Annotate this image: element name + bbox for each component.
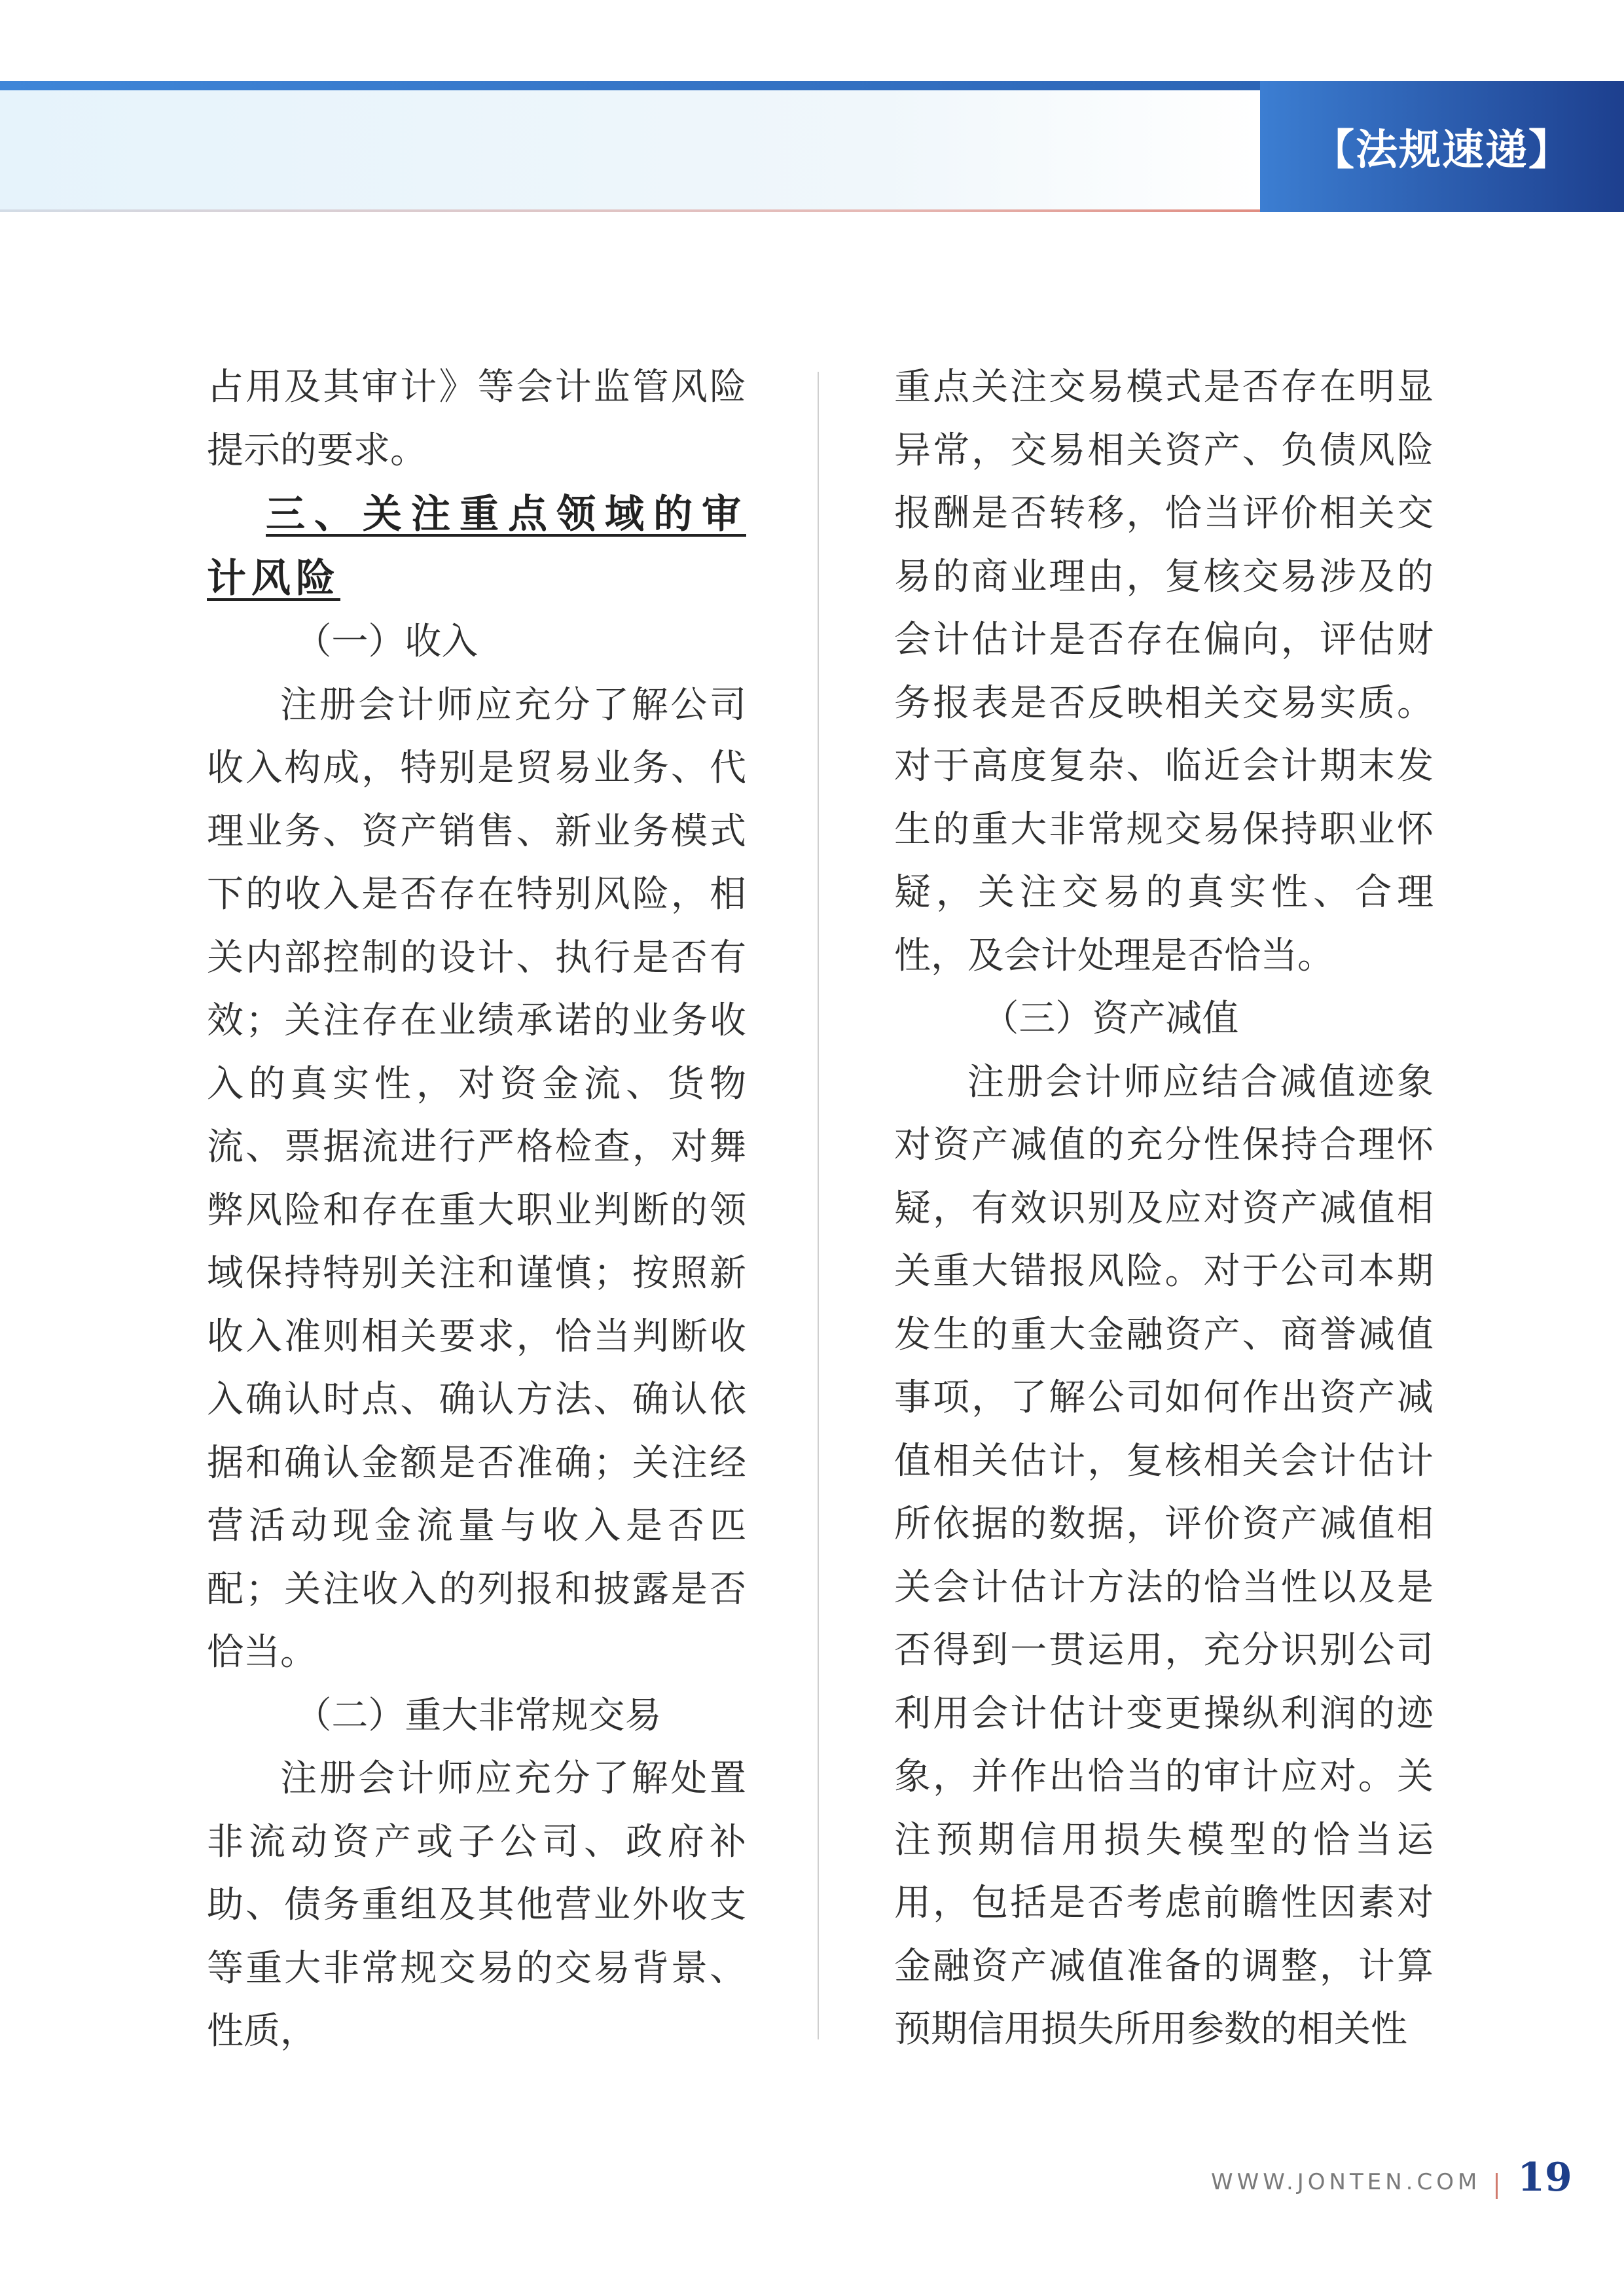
section-title: 三、关注重点领域的审计风险 [207,492,746,601]
section-tag: 【法规速递】 [1260,81,1624,212]
header-band [0,90,1260,209]
paragraph-revenue: 注册会计师应充分了解公司收入构成，特别是贸易业务、代理业务、资产销售、新业务模式下的收入是否存在特别风险，相关内部控制的设计、执行是否有效；关注存在业绩承诺的业务收入的真实性，对资金流、货物流、票据流进行严格检查，对舞弊风险和存在重大职业判断的领域保持特别关注和谨慎；按照新收入准则相关要求，恰当判断收入确认时点、确认方法、确认依据和确认金额是否准确；关注经营活动现金流量与收入是否匹配；关注收入的列报和披露是否恰当。 [207,683,746,1674]
right-column [894,356,1434,2062]
paragraph-nonroutine-transactions: 注册会计师应充分了解处置非流动资产或子公司、政府补助、债务重组及其他营业外收支等重大非常规交易的交易背景、性质， [207,1757,746,2053]
footer-separator [1496,2173,1498,2199]
right-continuation-paragraph: 重点关注交易模式是否存在明显异常，交易相关资产、负债风险报酬是否转移，恰当评价相关交易的商业理由，复核交易涉及的会计估计是否存在偏向，评估财务报表是否反映相关交易实质。对于高度复杂、临近会计期末发生的重大非常规交易保持职业怀疑，关注交易的真实性、合理性，及会计处理是否恰当。 [894,366,1434,977]
subheading-asset-impairment: （三）资产减值 [982,997,1239,1040]
footer-website: WWW.JONTEN.COM [1211,2169,1481,2195]
left-continuation-paragraph: 占用及其审计》等会计监管风险提示的要求。 [207,366,746,472]
subheading-revenue: （一）收入 [295,620,478,663]
subheading-nonroutine-transactions: （二）重大非常规交易 [295,1694,662,1737]
header-rule [0,209,1260,212]
header-top-line [0,81,1260,90]
paragraph-asset-impairment: 注册会计师应结合减值迹象对资产减值的充分性保持合理怀疑，有效识别及应对资产减值相关重大错报风险。对于公司本期发生的重大金融资产、商誉减值事项，了解公司如何作出资产减值相关估计，复核相关会计估计所依据的数据，评价资产减值相关会计估计方法的恰当性以及是否得到一贯运用，充分识别公司利用会计估计变更操纵利润的迹象，并作出恰当的审计应对。关注预期信用损失模型的恰当运用，包括是否考虑前瞻性因素对金融资产减值准备的调整，计算预期信用损失所用参数的相关性 [894,1060,1434,2051]
left-column [207,356,746,2064]
page-number: 19 [1517,2155,1572,2200]
column-divider [818,372,819,2039]
